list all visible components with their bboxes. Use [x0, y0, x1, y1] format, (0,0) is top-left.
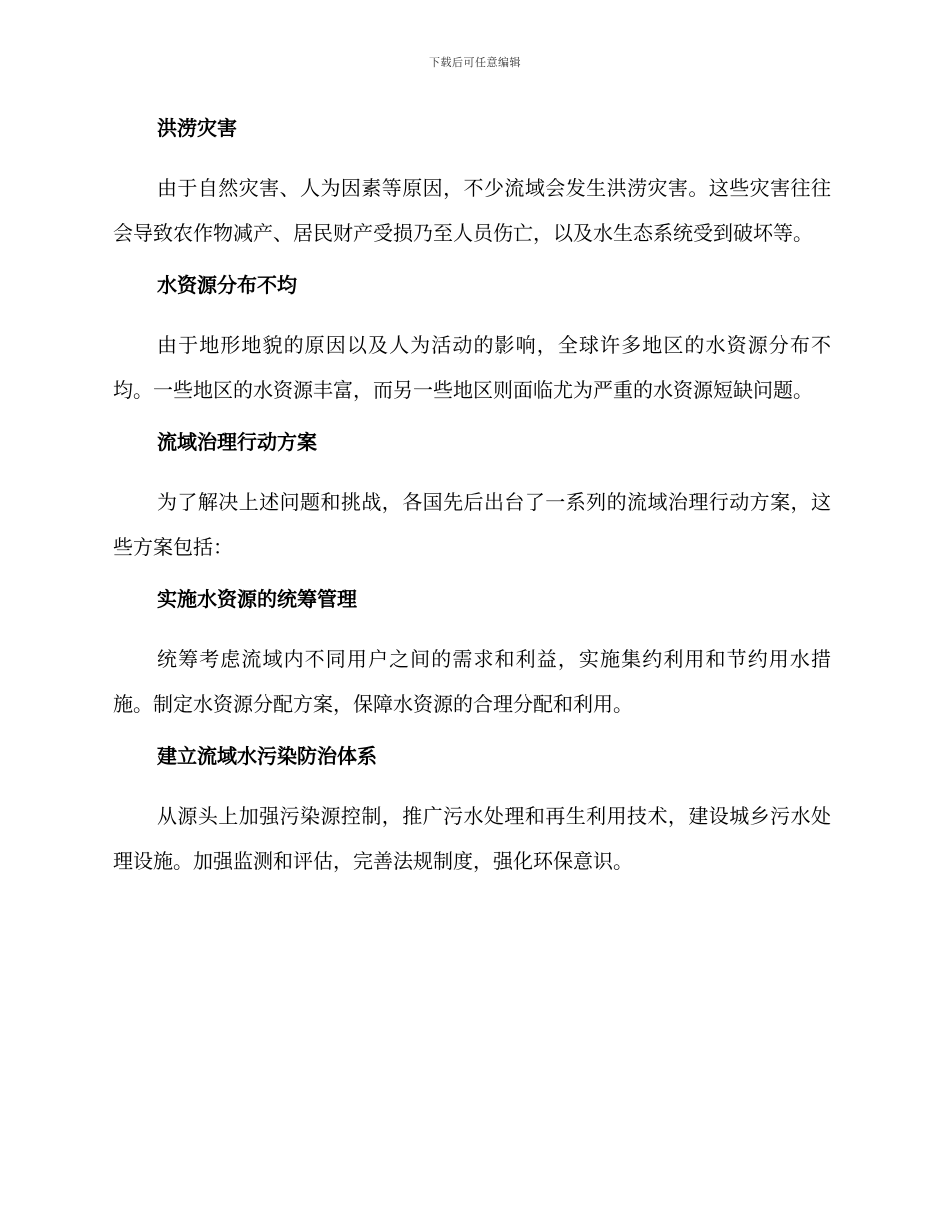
section-body-pollution-control: 从源头上加强污染源控制，推广污水处理和再生利用技术，建设城乡污水处理设施。加强监测和评估，完善法规制度，强化环保意识。 — [113, 804, 831, 873]
section-body-uneven-distribution: 由于地形地貌的原因以及人为活动的影响，全球许多地区的水资源分布不均。一些地区的水资源丰富，而另一些地区则面临尤为严重的水资源短缺问题。 — [113, 333, 831, 402]
section-heading-pollution-control: 建立流域水污染防治体系 — [157, 744, 377, 768]
document-content — [113, 110, 831, 895]
section-heading-action-plan: 流域治理行动方案 — [157, 430, 317, 454]
section-body-coordinated-management: 统筹考虑流域内不同用户之间的需求和利益，实施集约利用和节约用水措施。制定水资源分配方案，保障水资源的合理分配和利用。 — [113, 647, 831, 716]
section-heading-flood: 洪涝灾害 — [157, 116, 237, 140]
page-header-note: 下载后可任意编辑 — [429, 56, 521, 69]
section-heading-coordinated-management: 实施水资源的统筹管理 — [157, 587, 357, 611]
section-heading-uneven-distribution: 水资源分布不均 — [157, 273, 297, 297]
section-body-action-plan: 为了解决上述问题和挑战，各国先后出台了一系列的流域治理行动方案，这些方案包括： — [113, 490, 831, 559]
section-body-flood: 由于自然灾害、人为因素等原因，不少流域会发生洪涝灾害。这些灾害往往会导致农作物减产、居民财产受损乃至人员伤亡，以及水生态系统受到破坏等。 — [113, 176, 831, 245]
